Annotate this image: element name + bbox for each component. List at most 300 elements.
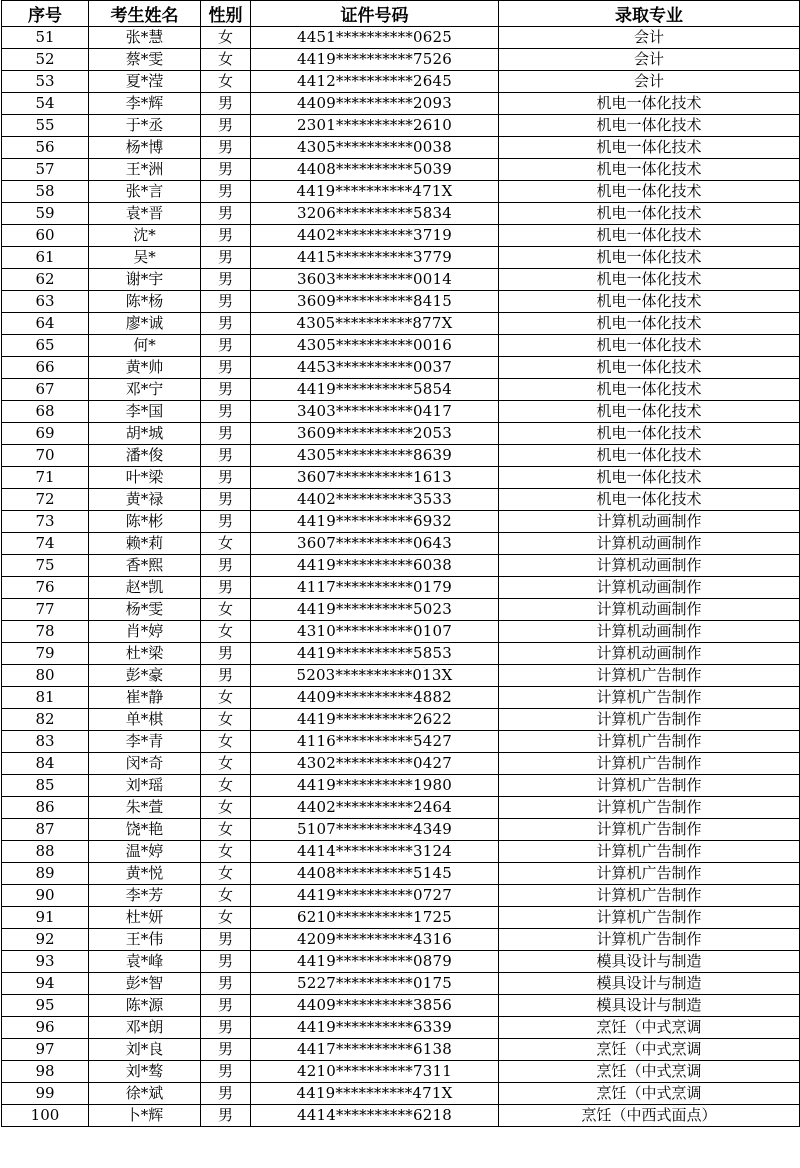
cell-seq: 81 <box>2 687 89 709</box>
cell-major: 计算机广告制作 <box>499 907 800 929</box>
cell-major: 计算机动画制作 <box>499 533 800 555</box>
cell-seq: 96 <box>2 1017 89 1039</box>
cell-name: 彭*智 <box>89 973 201 995</box>
cell-major: 计算机动画制作 <box>499 599 800 621</box>
cell-major: 机电一体化技术 <box>499 357 800 379</box>
cell-id: 4409**********3856 <box>251 995 499 1017</box>
cell-id: 4305**********8639 <box>251 445 499 467</box>
cell-name: 彭*豪 <box>89 665 201 687</box>
cell-seq: 60 <box>2 225 89 247</box>
cell-gender: 男 <box>201 951 251 973</box>
cell-gender: 女 <box>201 907 251 929</box>
cell-id: 4451**********0625 <box>251 27 499 49</box>
table-row <box>2 489 800 511</box>
cell-gender: 女 <box>201 753 251 775</box>
cell-seq: 88 <box>2 841 89 863</box>
cell-id: 3403**********0417 <box>251 401 499 423</box>
cell-major: 机电一体化技术 <box>499 401 800 423</box>
cell-major: 计算机动画制作 <box>499 511 800 533</box>
cell-seq: 75 <box>2 555 89 577</box>
cell-seq: 90 <box>2 885 89 907</box>
cell-name: 何* <box>89 335 201 357</box>
cell-major: 机电一体化技术 <box>499 225 800 247</box>
cell-major: 计算机广告制作 <box>499 797 800 819</box>
cell-id: 4117**********0179 <box>251 577 499 599</box>
cell-major: 机电一体化技术 <box>499 269 800 291</box>
cell-id: 4302**********0427 <box>251 753 499 775</box>
cell-gender: 男 <box>201 995 251 1017</box>
cell-seq: 71 <box>2 467 89 489</box>
cell-id: 5227**********0175 <box>251 973 499 995</box>
cell-id: 4408**********5145 <box>251 863 499 885</box>
cell-id: 4402**********3719 <box>251 225 499 247</box>
cell-name: 香*熙 <box>89 555 201 577</box>
cell-name: 陈*彬 <box>89 511 201 533</box>
cell-seq: 57 <box>2 159 89 181</box>
cell-major: 计算机广告制作 <box>499 885 800 907</box>
table-row <box>2 379 800 401</box>
cell-name: 邓*宁 <box>89 379 201 401</box>
table-row <box>2 709 800 731</box>
cell-id: 4305**********0016 <box>251 335 499 357</box>
cell-major: 烹饪（中式烹调 <box>499 1061 800 1083</box>
cell-major: 会计 <box>499 71 800 93</box>
table-row <box>2 841 800 863</box>
cell-name: 夏*滢 <box>89 71 201 93</box>
header-seq: 序号 <box>2 1 89 27</box>
cell-id: 4419**********6339 <box>251 1017 499 1039</box>
cell-name: 刘*瑶 <box>89 775 201 797</box>
cell-gender: 男 <box>201 115 251 137</box>
table-row <box>2 731 800 753</box>
cell-gender: 男 <box>201 665 251 687</box>
header-major: 录取专业 <box>499 1 800 27</box>
table-row <box>2 1039 800 1061</box>
cell-name: 赖*莉 <box>89 533 201 555</box>
cell-name: 肖*婷 <box>89 621 201 643</box>
cell-gender: 男 <box>201 489 251 511</box>
header-row <box>2 1 800 27</box>
table-row <box>2 533 800 555</box>
table-row <box>2 335 800 357</box>
cell-gender: 女 <box>201 819 251 841</box>
cell-id: 4209**********4316 <box>251 929 499 951</box>
cell-major: 会计 <box>499 49 800 71</box>
cell-gender: 女 <box>201 841 251 863</box>
cell-gender: 男 <box>201 1105 251 1127</box>
cell-id: 4415**********3779 <box>251 247 499 269</box>
cell-major: 计算机广告制作 <box>499 709 800 731</box>
cell-id: 4419**********0727 <box>251 885 499 907</box>
cell-major: 机电一体化技术 <box>499 137 800 159</box>
cell-gender: 男 <box>201 247 251 269</box>
cell-id: 4310**********0107 <box>251 621 499 643</box>
cell-id: 3609**********2053 <box>251 423 499 445</box>
cell-name: 杨*雯 <box>89 599 201 621</box>
cell-seq: 99 <box>2 1083 89 1105</box>
cell-gender: 女 <box>201 709 251 731</box>
cell-name: 闵*奇 <box>89 753 201 775</box>
cell-major: 机电一体化技术 <box>499 379 800 401</box>
table-row <box>2 445 800 467</box>
cell-seq: 95 <box>2 995 89 1017</box>
table-row <box>2 665 800 687</box>
cell-id: 4402**********2464 <box>251 797 499 819</box>
cell-name: 卜*辉 <box>89 1105 201 1127</box>
cell-name: 陈*源 <box>89 995 201 1017</box>
cell-gender: 男 <box>201 643 251 665</box>
table-row <box>2 1083 800 1105</box>
cell-major: 计算机广告制作 <box>499 819 800 841</box>
cell-name: 沈* <box>89 225 201 247</box>
cell-name: 叶*梁 <box>89 467 201 489</box>
table-row <box>2 467 800 489</box>
cell-seq: 52 <box>2 49 89 71</box>
cell-gender: 男 <box>201 357 251 379</box>
cell-gender: 男 <box>201 1061 251 1083</box>
cell-major: 机电一体化技术 <box>499 247 800 269</box>
cell-name: 邓*朗 <box>89 1017 201 1039</box>
cell-major: 机电一体化技术 <box>499 313 800 335</box>
table-row <box>2 753 800 775</box>
cell-name: 袁*峰 <box>89 951 201 973</box>
cell-id: 4409**********2093 <box>251 93 499 115</box>
cell-seq: 80 <box>2 665 89 687</box>
cell-name: 黄*悦 <box>89 863 201 885</box>
table-row <box>2 775 800 797</box>
table-row <box>2 973 800 995</box>
cell-gender: 男 <box>201 1017 251 1039</box>
cell-name: 张*言 <box>89 181 201 203</box>
cell-id: 4419**********0879 <box>251 951 499 973</box>
table-row <box>2 1017 800 1039</box>
table-row <box>2 1105 800 1127</box>
cell-id: 4419**********2622 <box>251 709 499 731</box>
cell-name: 潘*俊 <box>89 445 201 467</box>
table-row <box>2 951 800 973</box>
cell-id: 3609**********8415 <box>251 291 499 313</box>
cell-seq: 100 <box>2 1105 89 1127</box>
table-row <box>2 423 800 445</box>
cell-gender: 男 <box>201 291 251 313</box>
cell-seq: 98 <box>2 1061 89 1083</box>
cell-seq: 68 <box>2 401 89 423</box>
cell-name: 陈*杨 <box>89 291 201 313</box>
cell-gender: 男 <box>201 181 251 203</box>
table-row <box>2 863 800 885</box>
cell-name: 于*丞 <box>89 115 201 137</box>
table-row <box>2 621 800 643</box>
cell-gender: 女 <box>201 731 251 753</box>
cell-name: 李*国 <box>89 401 201 423</box>
table-row <box>2 643 800 665</box>
cell-seq: 53 <box>2 71 89 93</box>
cell-gender: 男 <box>201 467 251 489</box>
cell-id: 4409**********4882 <box>251 687 499 709</box>
cell-seq: 84 <box>2 753 89 775</box>
cell-gender: 男 <box>201 225 251 247</box>
cell-major: 计算机动画制作 <box>499 577 800 599</box>
cell-id: 5107**********4349 <box>251 819 499 841</box>
cell-name: 黄*帅 <box>89 357 201 379</box>
table-row <box>2 225 800 247</box>
cell-id: 4414**********3124 <box>251 841 499 863</box>
admission-table <box>1 0 800 1127</box>
cell-seq: 92 <box>2 929 89 951</box>
cell-name: 崔*静 <box>89 687 201 709</box>
cell-id: 2301**********2610 <box>251 115 499 137</box>
cell-major: 模具设计与制造 <box>499 951 800 973</box>
cell-id: 3206**********5834 <box>251 203 499 225</box>
cell-id: 4412**********2645 <box>251 71 499 93</box>
cell-name: 温*婷 <box>89 841 201 863</box>
cell-major: 烹饪（中式烹调 <box>499 1017 800 1039</box>
table-body <box>2 27 800 1127</box>
table-row <box>2 907 800 929</box>
cell-gender: 女 <box>201 797 251 819</box>
cell-name: 单*棋 <box>89 709 201 731</box>
table-row <box>2 819 800 841</box>
cell-gender: 男 <box>201 93 251 115</box>
cell-gender: 女 <box>201 533 251 555</box>
cell-name: 王*伟 <box>89 929 201 951</box>
table-row <box>2 181 800 203</box>
cell-major: 计算机广告制作 <box>499 841 800 863</box>
cell-major: 会计 <box>499 27 800 49</box>
cell-name: 徐*斌 <box>89 1083 201 1105</box>
table-row <box>2 71 800 93</box>
cell-name: 杜*妍 <box>89 907 201 929</box>
table-row <box>2 357 800 379</box>
cell-seq: 79 <box>2 643 89 665</box>
cell-gender: 女 <box>201 49 251 71</box>
cell-id: 4305**********0038 <box>251 137 499 159</box>
cell-id: 4402**********3533 <box>251 489 499 511</box>
cell-name: 黄*禄 <box>89 489 201 511</box>
cell-major: 机电一体化技术 <box>499 423 800 445</box>
header-gender: 性别 <box>201 1 251 27</box>
cell-seq: 65 <box>2 335 89 357</box>
table-row <box>2 93 800 115</box>
table-header <box>2 1 800 27</box>
cell-seq: 76 <box>2 577 89 599</box>
cell-major: 机电一体化技术 <box>499 93 800 115</box>
cell-name: 谢*宇 <box>89 269 201 291</box>
cell-seq: 55 <box>2 115 89 137</box>
cell-id: 4305**********877X <box>251 313 499 335</box>
cell-id: 3603**********0014 <box>251 269 499 291</box>
cell-seq: 59 <box>2 203 89 225</box>
cell-major: 机电一体化技术 <box>499 203 800 225</box>
cell-gender: 男 <box>201 1039 251 1061</box>
table-row <box>2 313 800 335</box>
cell-gender: 女 <box>201 863 251 885</box>
cell-seq: 66 <box>2 357 89 379</box>
cell-id: 4419**********1980 <box>251 775 499 797</box>
table-row <box>2 797 800 819</box>
cell-name: 袁*晋 <box>89 203 201 225</box>
cell-name: 杜*梁 <box>89 643 201 665</box>
cell-major: 计算机动画制作 <box>499 621 800 643</box>
cell-name: 张*慧 <box>89 27 201 49</box>
cell-name: 王*洲 <box>89 159 201 181</box>
cell-gender: 男 <box>201 577 251 599</box>
header-name: 考生姓名 <box>89 1 201 27</box>
cell-major: 烹饪（中式烹调 <box>499 1083 800 1105</box>
cell-major: 计算机广告制作 <box>499 731 800 753</box>
cell-major: 机电一体化技术 <box>499 291 800 313</box>
cell-gender: 女 <box>201 71 251 93</box>
cell-major: 模具设计与制造 <box>499 973 800 995</box>
cell-gender: 男 <box>201 511 251 533</box>
cell-gender: 男 <box>201 335 251 357</box>
table-row <box>2 159 800 181</box>
cell-gender: 男 <box>201 137 251 159</box>
cell-major: 计算机广告制作 <box>499 665 800 687</box>
cell-id: 5203**********013X <box>251 665 499 687</box>
cell-gender: 男 <box>201 423 251 445</box>
cell-id: 4419**********471X <box>251 1083 499 1105</box>
cell-seq: 86 <box>2 797 89 819</box>
table-row <box>2 1061 800 1083</box>
cell-name: 朱*萱 <box>89 797 201 819</box>
cell-name: 赵*凯 <box>89 577 201 599</box>
cell-major: 机电一体化技术 <box>499 335 800 357</box>
cell-seq: 67 <box>2 379 89 401</box>
cell-major: 机电一体化技术 <box>499 181 800 203</box>
cell-name: 蔡*雯 <box>89 49 201 71</box>
cell-gender: 男 <box>201 313 251 335</box>
table-row <box>2 137 800 159</box>
cell-id: 6210**********1725 <box>251 907 499 929</box>
cell-seq: 54 <box>2 93 89 115</box>
cell-seq: 73 <box>2 511 89 533</box>
cell-id: 4419**********471X <box>251 181 499 203</box>
cell-gender: 女 <box>201 621 251 643</box>
cell-seq: 77 <box>2 599 89 621</box>
cell-seq: 93 <box>2 951 89 973</box>
cell-gender: 男 <box>201 269 251 291</box>
cell-seq: 72 <box>2 489 89 511</box>
cell-seq: 91 <box>2 907 89 929</box>
cell-name: 胡*城 <box>89 423 201 445</box>
cell-seq: 83 <box>2 731 89 753</box>
cell-id: 4419**********5023 <box>251 599 499 621</box>
cell-gender: 男 <box>201 555 251 577</box>
table-row <box>2 115 800 137</box>
cell-gender: 女 <box>201 27 251 49</box>
cell-gender: 男 <box>201 401 251 423</box>
cell-seq: 56 <box>2 137 89 159</box>
cell-major: 机电一体化技术 <box>499 467 800 489</box>
cell-name: 刘*良 <box>89 1039 201 1061</box>
cell-seq: 74 <box>2 533 89 555</box>
cell-seq: 63 <box>2 291 89 313</box>
cell-id: 4417**********6138 <box>251 1039 499 1061</box>
cell-major: 机电一体化技术 <box>499 159 800 181</box>
cell-id: 3607**********1613 <box>251 467 499 489</box>
table-row <box>2 49 800 71</box>
cell-name: 廖*诚 <box>89 313 201 335</box>
table-row <box>2 929 800 951</box>
cell-major: 计算机广告制作 <box>499 775 800 797</box>
cell-id: 4419**********5853 <box>251 643 499 665</box>
cell-seq: 61 <box>2 247 89 269</box>
table-row <box>2 269 800 291</box>
cell-major: 计算机动画制作 <box>499 555 800 577</box>
cell-seq: 64 <box>2 313 89 335</box>
cell-name: 杨*博 <box>89 137 201 159</box>
table-row <box>2 995 800 1017</box>
cell-major: 机电一体化技术 <box>499 489 800 511</box>
table-row <box>2 687 800 709</box>
cell-name: 李*青 <box>89 731 201 753</box>
cell-name: 刘*骜 <box>89 1061 201 1083</box>
cell-id: 4408**********5039 <box>251 159 499 181</box>
cell-seq: 97 <box>2 1039 89 1061</box>
cell-id: 4116**********5427 <box>251 731 499 753</box>
cell-seq: 62 <box>2 269 89 291</box>
cell-seq: 51 <box>2 27 89 49</box>
header-id: 证件号码 <box>251 1 499 27</box>
cell-id: 4419**********6932 <box>251 511 499 533</box>
table-row <box>2 885 800 907</box>
table-row <box>2 599 800 621</box>
cell-seq: 94 <box>2 973 89 995</box>
cell-major: 模具设计与制造 <box>499 995 800 1017</box>
cell-major: 计算机广告制作 <box>499 863 800 885</box>
cell-gender: 男 <box>201 929 251 951</box>
cell-gender: 男 <box>201 159 251 181</box>
table-row <box>2 247 800 269</box>
table-row <box>2 203 800 225</box>
cell-id: 4453**********0037 <box>251 357 499 379</box>
cell-seq: 87 <box>2 819 89 841</box>
cell-gender: 女 <box>201 885 251 907</box>
cell-major: 计算机动画制作 <box>499 643 800 665</box>
cell-id: 4414**********6218 <box>251 1105 499 1127</box>
cell-major: 计算机广告制作 <box>499 929 800 951</box>
cell-name: 饶*艳 <box>89 819 201 841</box>
cell-gender: 男 <box>201 1083 251 1105</box>
cell-gender: 男 <box>201 203 251 225</box>
cell-name: 李*辉 <box>89 93 201 115</box>
cell-gender: 女 <box>201 599 251 621</box>
cell-id: 3607**********0643 <box>251 533 499 555</box>
table-row <box>2 511 800 533</box>
table-row <box>2 291 800 313</box>
cell-seq: 70 <box>2 445 89 467</box>
table-row <box>2 27 800 49</box>
cell-major: 烹饪（中西式面点） <box>499 1105 800 1127</box>
cell-gender: 女 <box>201 775 251 797</box>
cell-seq: 58 <box>2 181 89 203</box>
cell-name: 李*芳 <box>89 885 201 907</box>
cell-gender: 男 <box>201 973 251 995</box>
cell-seq: 89 <box>2 863 89 885</box>
cell-id: 4419**********6038 <box>251 555 499 577</box>
table-row <box>2 577 800 599</box>
cell-seq: 85 <box>2 775 89 797</box>
cell-major: 烹饪（中式烹调 <box>499 1039 800 1061</box>
cell-seq: 82 <box>2 709 89 731</box>
cell-gender: 女 <box>201 687 251 709</box>
table-row <box>2 401 800 423</box>
cell-gender: 男 <box>201 379 251 401</box>
cell-seq: 69 <box>2 423 89 445</box>
cell-major: 机电一体化技术 <box>499 445 800 467</box>
table-row <box>2 555 800 577</box>
